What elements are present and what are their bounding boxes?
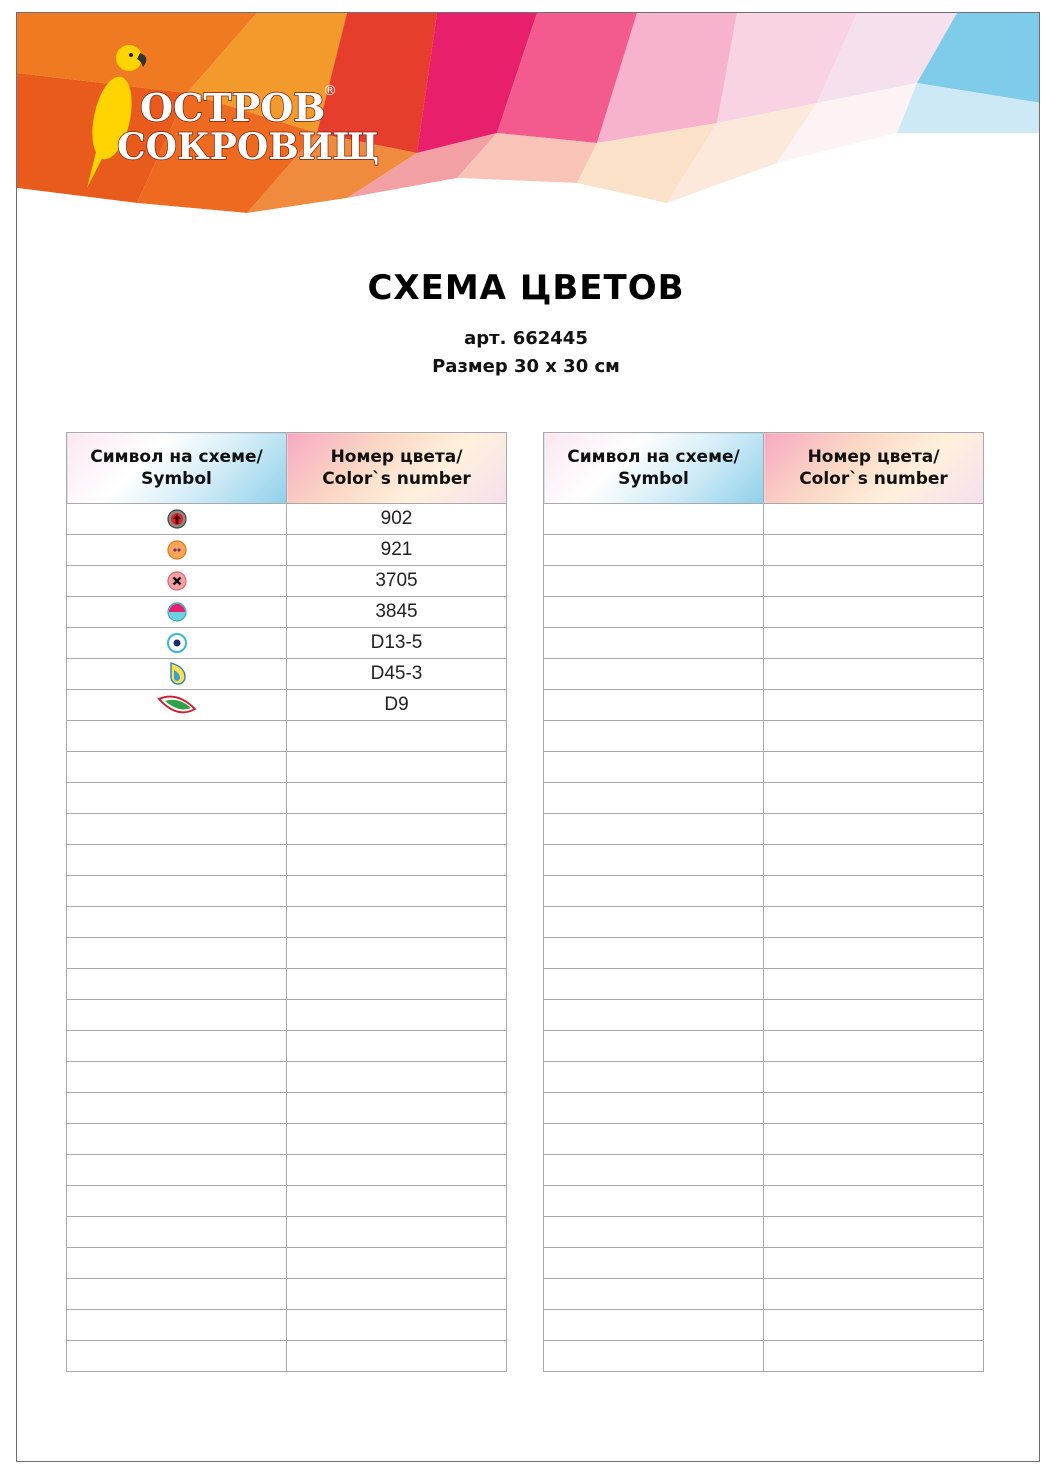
empty-table-row <box>544 566 984 597</box>
empty-table-row <box>544 1031 984 1062</box>
empty-table-row <box>67 938 507 969</box>
symbol-cell <box>544 1124 764 1155</box>
empty-table-row <box>544 1000 984 1031</box>
table-row <box>67 504 507 535</box>
header-color-number: Номер цвета/ Color`s number <box>764 433 984 504</box>
color-table-left <box>66 432 507 1372</box>
symbol-cell <box>544 1062 764 1093</box>
empty-table-row <box>544 969 984 1000</box>
svg-text:СОКРОВИЩ: СОКРОВИЩ <box>117 126 380 168</box>
empty-table-row <box>544 659 984 690</box>
color-number-cell <box>764 1093 984 1124</box>
color-number-cell <box>764 690 984 721</box>
empty-table-row <box>544 1186 984 1217</box>
color-number-cell <box>287 1186 507 1217</box>
symbol-cell <box>67 1124 287 1155</box>
color-number-cell: 921 <box>287 535 507 566</box>
symbol-cell <box>544 1217 764 1248</box>
symbol-cell <box>67 628 287 659</box>
empty-table-row <box>67 1031 507 1062</box>
empty-table-row <box>67 1248 507 1279</box>
empty-table-row <box>67 1062 507 1093</box>
empty-table-row <box>544 1217 984 1248</box>
svg-text:®: ® <box>323 83 337 99</box>
symbol-cell <box>67 690 287 721</box>
symbol-cell <box>544 752 764 783</box>
symbol-cell <box>67 1062 287 1093</box>
empty-table-row <box>544 814 984 845</box>
symbol-cell <box>67 1031 287 1062</box>
color-number-cell <box>764 752 984 783</box>
color-number-cell <box>764 938 984 969</box>
color-number-cell <box>764 504 984 535</box>
table-row <box>67 628 507 659</box>
symbol-cell <box>67 1000 287 1031</box>
symbol-cell <box>67 876 287 907</box>
symbol-cell <box>544 1093 764 1124</box>
empty-table-row <box>67 1341 507 1372</box>
symbol-cell <box>67 1248 287 1279</box>
symbol-cell <box>67 721 287 752</box>
symbol-cell <box>67 659 287 690</box>
empty-table-row <box>67 845 507 876</box>
symbol-cell <box>544 597 764 628</box>
color-table-right <box>543 432 984 1372</box>
color-number-cell <box>287 969 507 1000</box>
color-number-cell: D13-5 <box>287 628 507 659</box>
header-banner <box>17 13 1040 253</box>
symbol-cell <box>544 1155 764 1186</box>
symbol-cell <box>67 969 287 1000</box>
symbol-cell <box>544 1279 764 1310</box>
symbol-cell <box>544 535 764 566</box>
color-number-cell <box>287 1279 507 1310</box>
empty-table-row <box>544 628 984 659</box>
color-number-cell: D9 <box>287 690 507 721</box>
color-number-cell <box>764 1062 984 1093</box>
symbol-cell <box>544 907 764 938</box>
symbol-cell <box>67 845 287 876</box>
header-symbol: Символ на схеме/ Symbol <box>544 433 764 504</box>
color-number-cell <box>287 1062 507 1093</box>
red-arrow-circle-icon <box>166 508 188 530</box>
symbol-cell <box>67 1093 287 1124</box>
empty-table-row <box>544 535 984 566</box>
empty-table-row <box>544 907 984 938</box>
empty-table-row <box>67 1155 507 1186</box>
symbol-cell <box>67 752 287 783</box>
symbol-cell <box>67 1279 287 1310</box>
color-number-cell <box>764 597 984 628</box>
symbol-cell <box>544 1031 764 1062</box>
symbol-cell <box>67 535 287 566</box>
color-number-cell <box>287 1093 507 1124</box>
symbol-cell <box>67 566 287 597</box>
empty-table-row <box>67 1093 507 1124</box>
symbol-cell <box>544 566 764 597</box>
color-number-cell <box>287 783 507 814</box>
color-number-cell <box>764 845 984 876</box>
empty-table-row <box>544 752 984 783</box>
empty-table-row <box>67 814 507 845</box>
header-symbol: Символ на схеме/ Symbol <box>67 433 287 504</box>
symbol-cell <box>67 938 287 969</box>
empty-table-row <box>544 783 984 814</box>
empty-table-row <box>544 1062 984 1093</box>
symbol-cell <box>67 1341 287 1372</box>
empty-table-row <box>67 1186 507 1217</box>
table-row <box>67 566 507 597</box>
empty-table-row <box>67 907 507 938</box>
empty-table-row <box>544 845 984 876</box>
symbol-cell <box>544 721 764 752</box>
pink-x-circle-icon <box>166 570 188 592</box>
color-number-cell <box>287 1341 507 1372</box>
color-number-cell <box>764 1186 984 1217</box>
article-number: арт. 662445 <box>464 328 588 349</box>
color-number-cell <box>764 1124 984 1155</box>
color-number-cell <box>287 845 507 876</box>
color-number-cell <box>764 628 984 659</box>
symbol-cell <box>67 1217 287 1248</box>
symbol-cell <box>67 814 287 845</box>
color-number-cell <box>764 969 984 1000</box>
color-number-cell <box>287 1248 507 1279</box>
color-number-cell <box>287 1000 507 1031</box>
symbol-cell <box>544 876 764 907</box>
color-number-cell: 902 <box>287 504 507 535</box>
empty-table-row <box>544 721 984 752</box>
symbol-cell <box>67 597 287 628</box>
empty-table-row <box>67 721 507 752</box>
color-number-cell <box>764 783 984 814</box>
color-number-cell <box>764 1000 984 1031</box>
color-number-cell <box>764 1341 984 1372</box>
color-number-cell <box>764 659 984 690</box>
symbol-cell <box>544 504 764 535</box>
empty-table-row <box>67 783 507 814</box>
empty-table-row <box>544 1124 984 1155</box>
color-number-cell <box>287 814 507 845</box>
orange-diamonds-circle-icon <box>166 539 188 561</box>
color-number-cell <box>764 566 984 597</box>
empty-table-row <box>67 1217 507 1248</box>
symbol-cell <box>544 1248 764 1279</box>
symbol-cell <box>544 690 764 721</box>
empty-table-row <box>67 752 507 783</box>
color-number-cell <box>287 752 507 783</box>
empty-table-row <box>67 969 507 1000</box>
cyan-dot-circle-icon <box>166 632 188 654</box>
symbol-cell <box>67 1155 287 1186</box>
color-number-cell <box>287 1310 507 1341</box>
empty-table-row <box>544 876 984 907</box>
canvas-size: Размер 30 х 30 см <box>432 356 620 377</box>
symbol-cell <box>67 907 287 938</box>
empty-table-row <box>544 1093 984 1124</box>
color-number-cell <box>764 535 984 566</box>
color-number-cell <box>764 1217 984 1248</box>
symbol-cell <box>67 1186 287 1217</box>
color-number-cell <box>287 1217 507 1248</box>
empty-table-row <box>67 1310 507 1341</box>
page-title: СХЕМА ЦВЕТОВ <box>367 268 685 308</box>
empty-table-row <box>67 1279 507 1310</box>
table-row <box>67 659 507 690</box>
symbol-cell <box>544 628 764 659</box>
color-number-cell <box>764 1310 984 1341</box>
yellow-blue-teardrop-icon <box>165 661 189 687</box>
empty-table-row <box>544 938 984 969</box>
empty-table-row <box>544 690 984 721</box>
svg-text:ОСТРОВ: ОСТРОВ <box>140 85 326 130</box>
empty-table-row <box>67 876 507 907</box>
empty-table-row <box>544 1279 984 1310</box>
symbol-cell <box>67 783 287 814</box>
color-number-cell <box>764 1279 984 1310</box>
empty-table-row <box>67 1000 507 1031</box>
color-number-cell: D45-3 <box>287 659 507 690</box>
empty-table-row <box>544 1248 984 1279</box>
symbol-cell <box>544 1186 764 1217</box>
color-number-cell: 3705 <box>287 566 507 597</box>
color-number-cell <box>287 907 507 938</box>
header-color-number: Номер цвета/ Color`s number <box>287 433 507 504</box>
color-number-cell <box>764 907 984 938</box>
color-number-cell <box>764 1155 984 1186</box>
color-number-cell <box>764 1031 984 1062</box>
pink-cyan-halfmoon-circle-icon <box>166 601 188 623</box>
symbol-cell <box>544 1000 764 1031</box>
color-number-cell <box>287 876 507 907</box>
symbol-cell <box>67 1310 287 1341</box>
symbol-cell <box>544 783 764 814</box>
color-number-cell <box>287 1155 507 1186</box>
symbol-cell <box>544 845 764 876</box>
color-number-cell <box>764 721 984 752</box>
table-row <box>67 535 507 566</box>
color-number-cell <box>764 814 984 845</box>
symbol-cell <box>544 969 764 1000</box>
empty-table-row <box>544 1310 984 1341</box>
symbol-cell <box>544 1310 764 1341</box>
table-row <box>67 597 507 628</box>
color-number-cell <box>287 1031 507 1062</box>
symbol-cell <box>544 1341 764 1372</box>
color-number-cell <box>764 1248 984 1279</box>
color-number-cell <box>764 876 984 907</box>
table-row <box>67 690 507 721</box>
symbol-cell <box>67 504 287 535</box>
color-number-cell <box>287 938 507 969</box>
symbol-cell <box>544 938 764 969</box>
empty-table-row <box>544 504 984 535</box>
empty-table-row <box>544 1341 984 1372</box>
empty-table-row <box>67 1124 507 1155</box>
symbol-cell <box>544 659 764 690</box>
green-red-leaf-icon <box>157 693 197 717</box>
color-number-cell: 3845 <box>287 597 507 628</box>
empty-table-row <box>544 1155 984 1186</box>
color-number-cell <box>287 721 507 752</box>
empty-table-row <box>544 597 984 628</box>
symbol-cell <box>544 814 764 845</box>
color-number-cell <box>287 1124 507 1155</box>
